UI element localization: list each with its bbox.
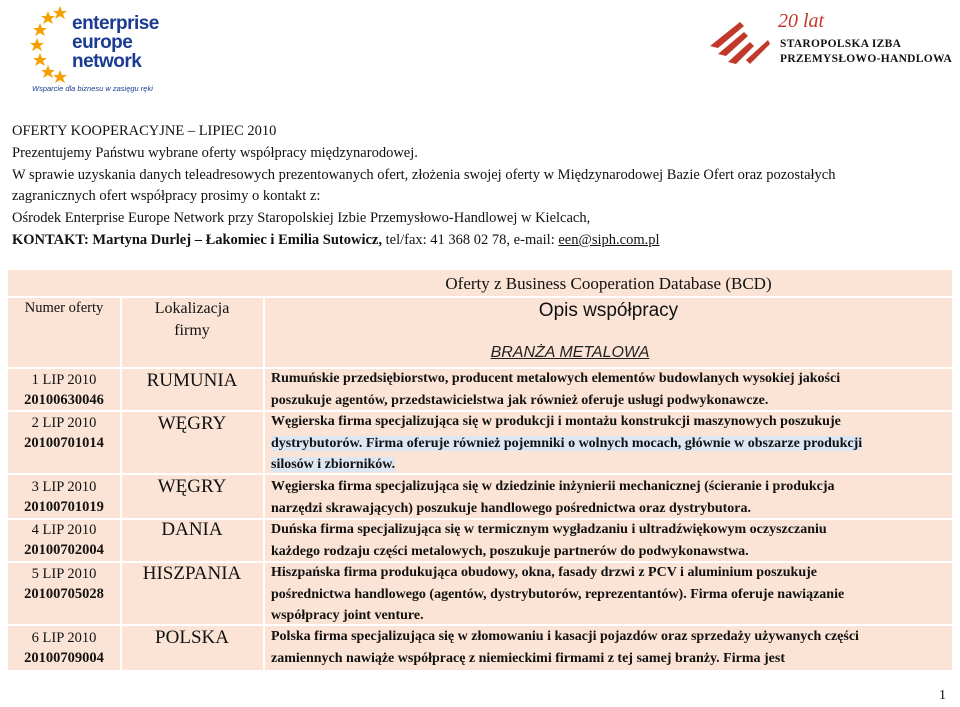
page-number: 1 [939,688,946,703]
offer-location: WĘGRY [157,476,227,497]
intro-line-3: zagranicznych ofert współpracy prosimy o kontakt z: [12,188,321,204]
offer-description: Duńska firma specjalizująca się w termicznym wygładzaniu i ultradźwiękowym oczyszczaniu każdego rodzaju części metalowych, poszukuje partnerów do podwykonawstwa. [271,522,827,559]
offer-number: 6 LIP 2010 20100709004 [24,630,104,666]
offer-description: Polska firma specjalizująca się w złomowaniu i kasacji pojazdów oraz sprzedaży używanych części zamiennych nawiąże współpracę z niemieckimi firmami z tej samej branży. Firma jest [271,629,859,666]
anniversary-label: 20 lat [778,10,825,32]
offer-description: Węgierska firma specjalizująca się w produkcji i montażu konstrukcji maszynowych poszukuje dystrybutorów. Firma oferuje również pojemniki o wolnych mocach, głównie w obszarze produkcji silosów i zbiorników. [271,414,863,472]
offer-number: 5 LIP 2010 20100705028 [24,566,104,602]
chamber-mark-icon [706,16,774,72]
intro-line-1: Prezentujemy Państwu wybrane oferty współpracy międzynarodowej. [12,145,418,161]
intro-line-2: W sprawie uzyskania danych teleadresowych prezentowanych ofert, złożenia swojej oferty w Międzynarodowej Bazie Ofert oraz pozostałych [12,167,836,183]
column-header-location: Lokalizacja firmy [154,300,230,339]
contact-email-link[interactable]: een@siph.com.pl [558,232,660,248]
offer-number: 4 LIP 2010 20100702004 [24,522,104,558]
contact-line [12,231,660,249]
offer-description: Rumuńskie przedsiębiorstwo, producent metalowych elementów budowlanych wysokiej jakości poszukuje agentów, przedstawicielstwa jak również oferuje usługi podwykonawcze. [271,371,841,408]
offer-number: 2 LIP 2010 20100701014 [24,415,104,451]
column-header-description: Opis współpracy [538,300,679,321]
database-title: Oferty z Business Cooperation Database (BCD) [445,274,772,293]
contact-phone: tel/fax: 41 368 02 78, e-mail: [381,232,559,248]
offer-location: POLSKA [155,627,229,648]
logo-word-2: europe [72,32,133,53]
logo-word-1: enterprise [72,13,159,34]
chamber-name-line2: PRZEMYSŁOWO-HANDLOWA [780,53,953,65]
enterprise-europe-network-logo [20,0,159,98]
offer-description: Hiszpańska firma produkująca obudowy, okna, fasady drzwi z PCV i aluminium poszukuje pośrednictwa handlowego (agentów, dystrybutorów, reprezentantów). Firma oferuje nawiązanie współpracy joint venture. [271,565,845,623]
offer-location: HISZPANIA [142,563,242,584]
staropolska-izba-logo [698,8,953,78]
sector-label: BRANŻA METALOWA [490,344,650,361]
document-title: OFERTY KOOPERACYJNE – LIPIEC 2010 [12,123,277,139]
intro-line-4: Ośrodek Enterprise Europe Network przy Staropolskiej Izbie Przemysłowo-Handlowej w Kielcach, [12,210,591,226]
logo-word-3: network [72,51,142,72]
offer-location: RUMUNIA [146,370,238,391]
offer-number: 1 LIP 2010 20100630046 [24,372,104,408]
offer-location: WĘGRY [157,413,227,434]
chamber-name-line1: STAROPOLSKA IZBA [780,38,902,50]
offer-number: 3 LIP 2010 20100701019 [24,479,104,515]
contact-names: KONTAKT: Martyna Durlej – Łakomiec i Emilia Sutowicz, [12,232,382,248]
logo-slogan: Wsparcie dla biznesu w zasięgu ręki [32,84,153,93]
offer-description: Węgierska firma specjalizująca się w dziedzinie inżynierii mechanicznej (ścieranie i produkcja narzędzi skrawających) poszukuje handlowego pośrednictwa oraz dystrybutora. [271,479,835,516]
offer-location: DANIA [161,519,223,540]
column-header-number: Numer oferty [24,300,104,316]
